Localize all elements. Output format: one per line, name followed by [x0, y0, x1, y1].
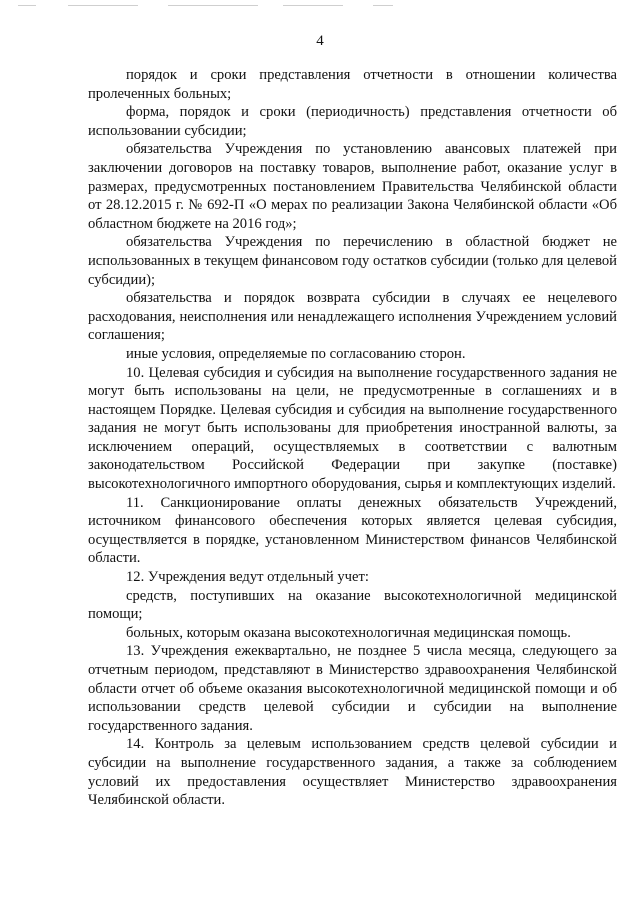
- paragraph: 11. Санкционирование оплаты денежных обязательств Учреждений, источником финансового обеспечения которых является целевая субсидия, осуществляется в порядке, установленном Министерством финансов Челябинской области.: [88, 494, 617, 567]
- document-body: [88, 66, 617, 810]
- paragraph: средств, поступивших на оказание высокотехнологичной медицинской помощи;: [88, 587, 617, 623]
- scan-header-artifact: [8, 2, 408, 10]
- paragraph: 12. Учреждения ведут отдельный учет:: [126, 569, 369, 586]
- paragraph: обязательства и порядок возврата субсидии в случаях ее нецелевого расходования, неисполнения или ненадлежащего исполнения Учреждением условий соглашения;: [88, 290, 617, 344]
- paragraph: порядок и сроки представления отчетности в отношении количества пролеченных больных;: [88, 67, 617, 102]
- paragraph: больных, которым оказана высокотехнологичная медицинская помощь.: [126, 624, 571, 641]
- paragraph: обязательства Учреждения по установлению авансовых платежей при заключении договоров на поставку товаров, выполнение работ, оказание услуг в размерах, предусмотренных постановлением Правительства Челябинской области от 28.12.2015 г. № 692-П «О мерах по реализации Закона Челябинской области «Об областном бюджете на 2016 год»;: [88, 141, 617, 232]
- paragraph: 10. Целевая субсидия и субсидия на выполнение государственного задания не могут быть использованы на цели, не предусмотренные в соглашениях и в настоящем Порядке. Целевая субсидия и субсидия на выполнение государственного задания не могут быть использованы для приобретения иностранной валюты, за исключением операций, осуществляемых в соответствии с валютным законодательством Российской Федерации при закупке (поставке) высокотехнологичного импортного оборудования, сырья и комплектующих изделий.: [88, 364, 617, 493]
- paragraph: 14. Контроль за целевым использованием средств целевой субсидии и субсидии на выполнение государственного задания, а также за соблюдением условий их предоставления осуществляет Министерство здравоохранения Челябинской области.: [88, 736, 617, 809]
- paragraph: 13. Учреждения ежеквартально, не позднее 5 числа месяца, следующего за отчетным периодом, представляют в Министерство здравоохранения Челябинской области отчет об объеме оказания высокотехнологичной медицинской помощи и об использовании средств целевой субсидии и субсидии на выполнение государственного задания.: [88, 643, 617, 734]
- paragraph: иные условия, определяемые по согласованию сторон.: [126, 345, 466, 362]
- paragraph: обязательства Учреждения по перечислению в областной бюджет не использованных в текущем финансовом году остатков субсидии (только для целевой субсидии);: [88, 234, 617, 288]
- page-number: 4: [316, 33, 324, 49]
- paragraph: форма, порядок и сроки (периодичность) представления отчетности об использовании субсидии;: [88, 104, 617, 139]
